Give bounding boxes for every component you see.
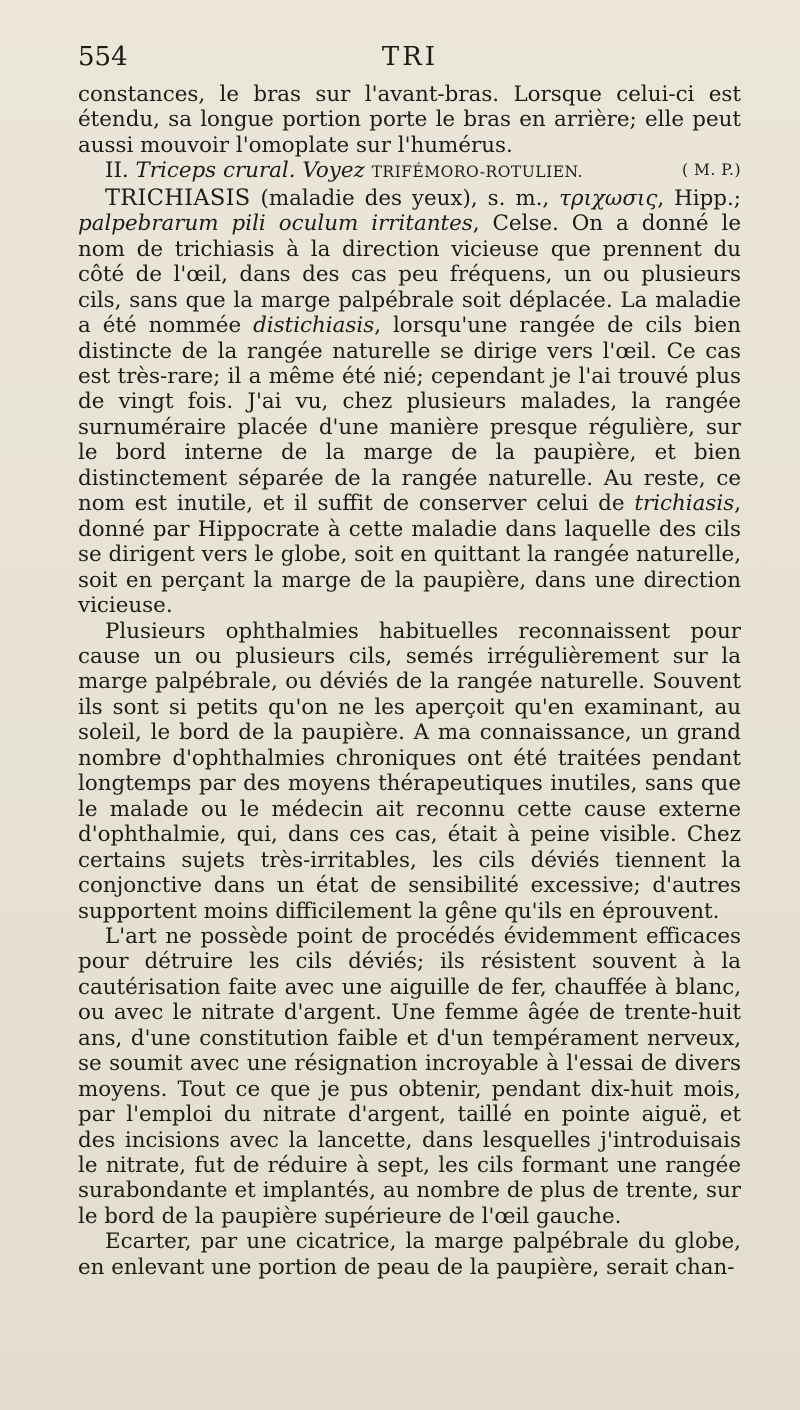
definition-text: On a donné le nom de trichiasis à la direction vicieuse que prennent du côté de l'œil, dans des cas peu fréquens, un ou plusieurs cils, sans que la marge palpébrale soit déplacée. La maladie a été nommée (78, 211, 741, 339)
entry-qualifier: (maladie des yeux), s. m., (260, 185, 550, 211)
italic-distichiasis: distichiasis (253, 313, 375, 339)
entry-term: TRICHIASIS (105, 184, 251, 211)
greek-term: τριχωσις (559, 185, 658, 211)
entry-number: II. (105, 158, 129, 184)
latin-term: palpebrarum pili oculum irritantes (78, 211, 473, 237)
source-celse: , Celse. (472, 211, 559, 237)
author-initials: ( M. P.) (682, 161, 741, 180)
definition-text-3: , donné par Hippocrate à cette maladie dans laquelle des cils se dirigent vers le globe, soit en quittant la rangée naturelle, soit en perçant la marge de la paupière, dans une direction vicieuse. (78, 491, 741, 619)
entry-triceps-crural (78, 158, 741, 185)
body-text (78, 82, 741, 1280)
definition-text-2: , lorsqu'une rangée de cils bien distincte de la rangée naturelle se dirige vers l'œil. Ce cas est très-rare; il a même été nié; cependant je l'ai trouvé plus de vingt fois. J'ai vu, chez plusieurs malades, la rangée surnuméraire placée d'une manière presque régulière, sur le bord interne de la marge de la paupière, et bien distinctement séparée de la rangée naturelle. Au reste, ce nom est inutile, et il suffit de conserver celui de (78, 313, 741, 517)
entry-trichiasis (78, 186, 741, 619)
paragraph-ophthalmies: Plusieurs ophthalmies habituelles reconnaissent pour cause un ou plusieurs cils, semés irrégulièrement sur la marge palpébrale, ou déviés de la rangée naturelle. Souvent ils sont si petits qu'on ne les aperçoit qu'en examinant, au soleil, le bord de la paupière. A ma connaissance, un grand nombre d'ophthalmies chroniques ont été traitées pendant longtemps par des moyens thérapeutiques inutiles, sans que le malade ou le médecin ait reconnu cette cause externe d'ophthalmie, qui, dans ces cas, était à peine visible. Chez certains sujets très-irritables, les cils déviés tiennent la conjonctive dans un état de sensibilité excessive; d'autres supportent moins difficilement la gêne qu'ils en éprouvent. (78, 618, 741, 924)
source-hippocrates: , Hipp.; (657, 185, 741, 211)
see-also-label: Voyez (302, 158, 365, 184)
paragraph-ecarter: Ecarter, par une cicatrice, la marge palpébrale du globe, en enlevant une portion de peau de la paupière, serait chan- (78, 1229, 741, 1280)
running-head (78, 42, 742, 82)
paragraph-treatment: L'art ne possède point de procédés évidemment efficaces pour détruire les cils déviés; ils résistent souvent à la cautérisation faite avec une aiguille de fer, chauffée à blanc, ou avec le nitrate d'argent. Une femme âgée de trente-huit ans, d'une constitution faible et d'un tempérament nerveux, se soumit avec une résignation incroyable à l'essai de divers moyens. Tout ce que je pus obtenir, pendant dix-huit mois, par l'emploi du nitrate d'argent, taillé en pointe aiguë, et des incisions avec la lancette, dans lesquelles j'introduisais le nitrate, fut de réduire à sept, les cils formant une rangée surabondante et implantés, au nombre de plus de trente, sur le bord de la paupière supérieure de l'œil gauche. (78, 923, 741, 1229)
entry-title: Triceps crural. (135, 158, 296, 184)
cross-reference: TRIFÉMORO-ROTULIEN. (371, 163, 584, 182)
running-title: TRI (381, 42, 439, 72)
italic-trichiasis: trichiasis (634, 491, 735, 517)
page-number: 554 (78, 42, 128, 72)
paragraph-continuation: constances, le bras sur l'avant-bras. Lorsque celui-ci est étendu, sa longue portion porte le bras en arrière; elle peut aussi mouvoir l'omoplate sur l'humérus. (78, 82, 741, 158)
